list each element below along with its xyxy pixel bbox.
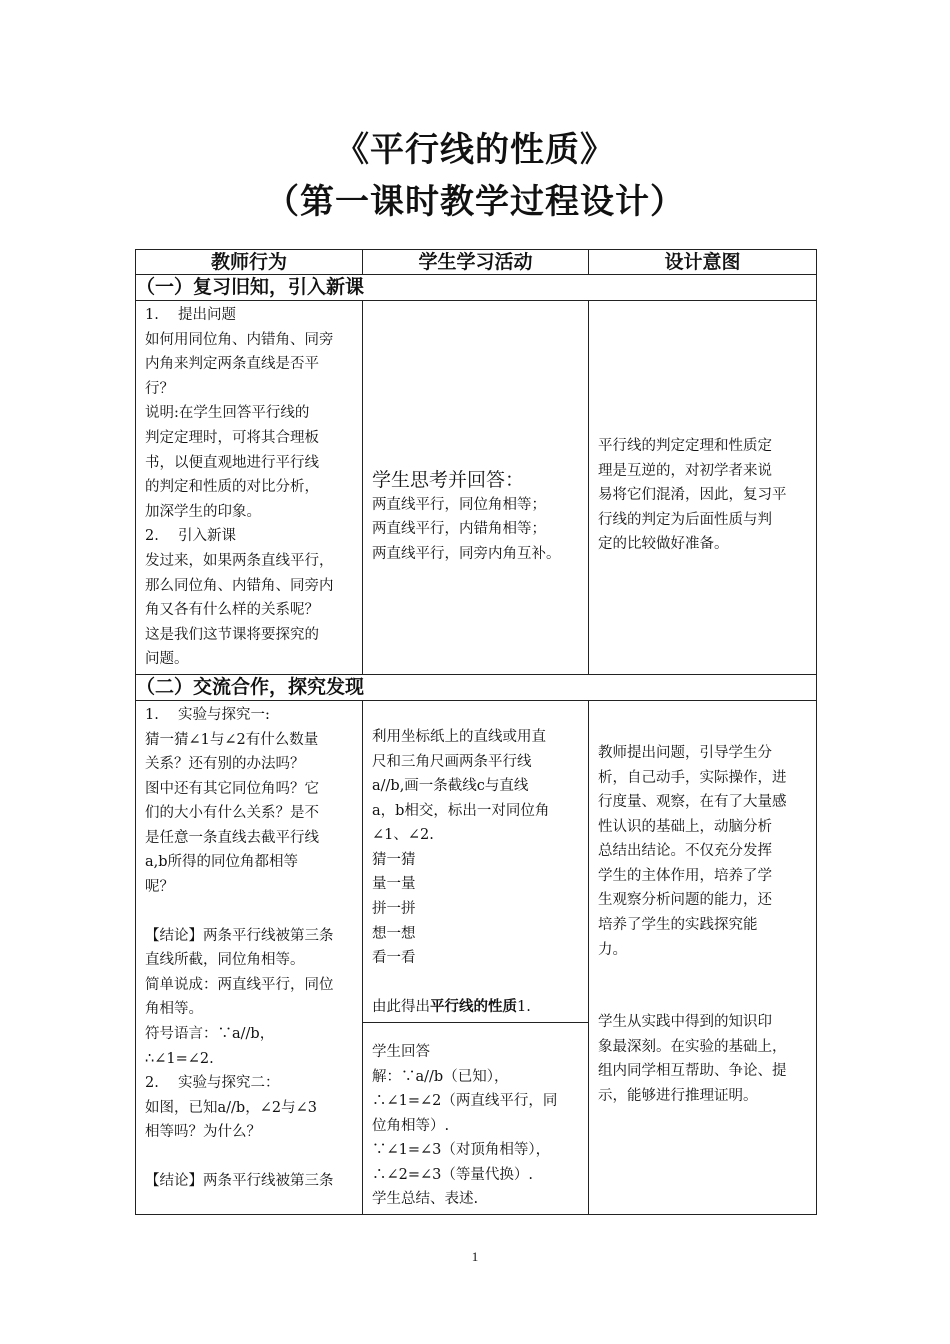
text-line: 1. 提出问题 (145, 307, 236, 323)
text-line: 学生回答 (372, 1043, 430, 1060)
text-line: 平行线的判定定理和性质定 (598, 437, 772, 454)
doc-subtitle: （第一课时教学过程设计） (265, 182, 685, 222)
section2-row (136, 700, 817, 1214)
text-line: 书，以便直观地进行平行线 (145, 454, 319, 471)
text-line: 易将它们混淆，因此，复习平 (598, 487, 787, 504)
blank-line (372, 971, 580, 995)
blank-line (598, 986, 808, 1010)
text-line: 如图，已知a//b，∠2与∠3 (145, 1099, 317, 1116)
section2-student-part-b (363, 1023, 588, 1214)
text-line: 看一看 (372, 950, 416, 967)
text-line: 示，能够进行推理证明。 (598, 1088, 758, 1105)
text-line: 加深学生的印象。 (145, 503, 261, 520)
doc-title: 《平行线的性质》 (335, 130, 615, 170)
text-line: 问题。 (145, 651, 189, 668)
section2-student-part-a (363, 701, 588, 1023)
section2-intent-cell (589, 701, 816, 1111)
conclusion-line (372, 995, 580, 1020)
text-line: 学生的主体作用，培养了学 (598, 867, 772, 884)
text-line: 培养了学生的实践探究能 (598, 917, 758, 934)
blank-line (598, 962, 808, 986)
text-line: 析，自己动手，实际操作，进 (598, 769, 787, 786)
text-line: 【结论】两条平行线被第三条 (145, 1173, 334, 1189)
text-line: 拼一拼 (372, 901, 416, 918)
text-line: 内角来判定两条直线是否平 (145, 356, 319, 373)
header-teacher: 教师行为 (136, 250, 363, 275)
text-line: 猜一猜 (372, 851, 416, 868)
text-line: 猜一猜∠1与∠2有什么数量 (145, 731, 319, 748)
blank-line (145, 1145, 354, 1169)
text-line: ∠1、∠2. (372, 827, 434, 844)
section2-teacher-cell (136, 701, 362, 1196)
text-line: 解：∵a//b（已知）， (372, 1068, 509, 1085)
section1-heading: （一）复习旧知，引入新课 (136, 275, 817, 301)
text-line: 直线所截，同位角相等。 (145, 952, 305, 969)
text-line: 是任意一条直线去截平行线 (145, 829, 319, 846)
text-line: 利用坐标纸上的直线或用直 (372, 728, 546, 745)
text-line: a//b,画一条截线c与直线 (372, 778, 529, 795)
text-line: 行度量、观察，在有了大量感 (598, 794, 787, 811)
text-line: 理是互逆的，对初学者来说 (598, 462, 772, 479)
text-line: 呢？ (145, 879, 174, 896)
text-line: 力。 (598, 941, 627, 958)
text-line: 2. 引入新课 (145, 528, 236, 545)
section1-teacher-cell (136, 301, 362, 674)
conclusion-bold: 平行线的性质 (430, 997, 517, 1015)
text-line: 关系？还有别的办法吗？ (145, 756, 305, 773)
text-line: 【结论】两条平行线被第三条 (145, 927, 334, 944)
header-row (136, 250, 817, 275)
text-line: ∴∠2=∠3（等量代换）. (372, 1166, 534, 1183)
text-line: 两直线平行，同位角相等； (372, 496, 546, 513)
text-line: 简单说成：两直线平行，同位 (145, 976, 334, 993)
section1-student-cell (363, 407, 588, 569)
student-heading: 学生思考并回答： (372, 468, 525, 491)
text-line: ∵∠1=∠3（对顶角相等）， (372, 1142, 551, 1159)
lesson-table (135, 249, 817, 1215)
text-line: 两直线平行，同旁内角互补。 (372, 545, 561, 562)
section1-row (136, 301, 817, 675)
text-line: 的判定和性质的对比分析， (145, 479, 319, 496)
text-line: 学生从实践中得到的知识印 (598, 1014, 772, 1031)
text-line: ∴∠1=∠2. (145, 1050, 214, 1067)
text-line: 生观察分析问题的能力，还 (598, 892, 772, 909)
text-line: 定的比较做好准备。 (598, 536, 729, 553)
text-line: 判定定理时，可将其合理板 (145, 429, 319, 446)
text-line: 总结出结论。不仅充分发挥 (598, 843, 772, 860)
text-line: 象最深刻。在实验的基础上， (598, 1038, 787, 1055)
text-line: 教师提出问题，引导学生分 (598, 744, 772, 761)
text-line: 发过来，如果两条直线平行， (145, 552, 334, 569)
conclusion-suffix: 1. (517, 998, 531, 1015)
text-line: 位角相等）. (372, 1117, 450, 1134)
text-line: 尺和三角尺画两条平行线 (372, 753, 532, 770)
text-line: 相等吗？为什么？ (145, 1124, 261, 1141)
text-line: 符号语言：∵a//b， (145, 1026, 275, 1043)
text-line: 角又各有什么样的关系呢？ (145, 602, 319, 619)
text-line: 如何用同位角、内错角、同旁 (145, 331, 334, 348)
text-line: 想一想 (372, 925, 416, 942)
text-line: a,b所得的同位角都相等 (145, 854, 299, 871)
text-line: 说明:在学生回答平行线的 (145, 405, 310, 422)
text-line: 量一量 (372, 876, 416, 893)
blank-line (145, 900, 354, 924)
page-number: 1 (471, 1249, 479, 1264)
section1-intent-cell (589, 416, 816, 559)
section2-heading: （二）交流合作，探究发现 (136, 674, 817, 700)
text-line: 那么同位角、内错角、同旁内 (145, 577, 334, 594)
text-line: 角相等。 (145, 1001, 203, 1018)
text-line: 行？ (145, 380, 174, 397)
text-line: ∴∠1=∠2（两直线平行，同 (372, 1093, 558, 1110)
text-line: 学生总结、表述. (372, 1191, 479, 1208)
text-line: 图中还有其它同位角吗？它 (145, 780, 319, 797)
text-line: 们的大小有什么关系？是不 (145, 805, 319, 822)
text-line: 这是我们这节课将要探究的 (145, 626, 319, 643)
conclusion-prefix: 由此得出 (372, 998, 430, 1015)
header-student: 学生学习活动 (363, 250, 589, 275)
text-line: 性认识的基础上，动脑分析 (598, 818, 772, 835)
text-line: 2. 实验与探究二： (145, 1075, 280, 1092)
header-intent: 设计意图 (589, 250, 817, 275)
text-line: 两直线平行，内错角相等； (372, 521, 546, 538)
text-line: 1. 实验与探究一: (145, 706, 270, 723)
text-line: a，b相交，标出一对同位角 (372, 802, 550, 819)
text-line: 组内同学相互帮助、争论、提 (598, 1063, 787, 1080)
text-line: 行线的判定为后面性质与判 (598, 511, 772, 528)
